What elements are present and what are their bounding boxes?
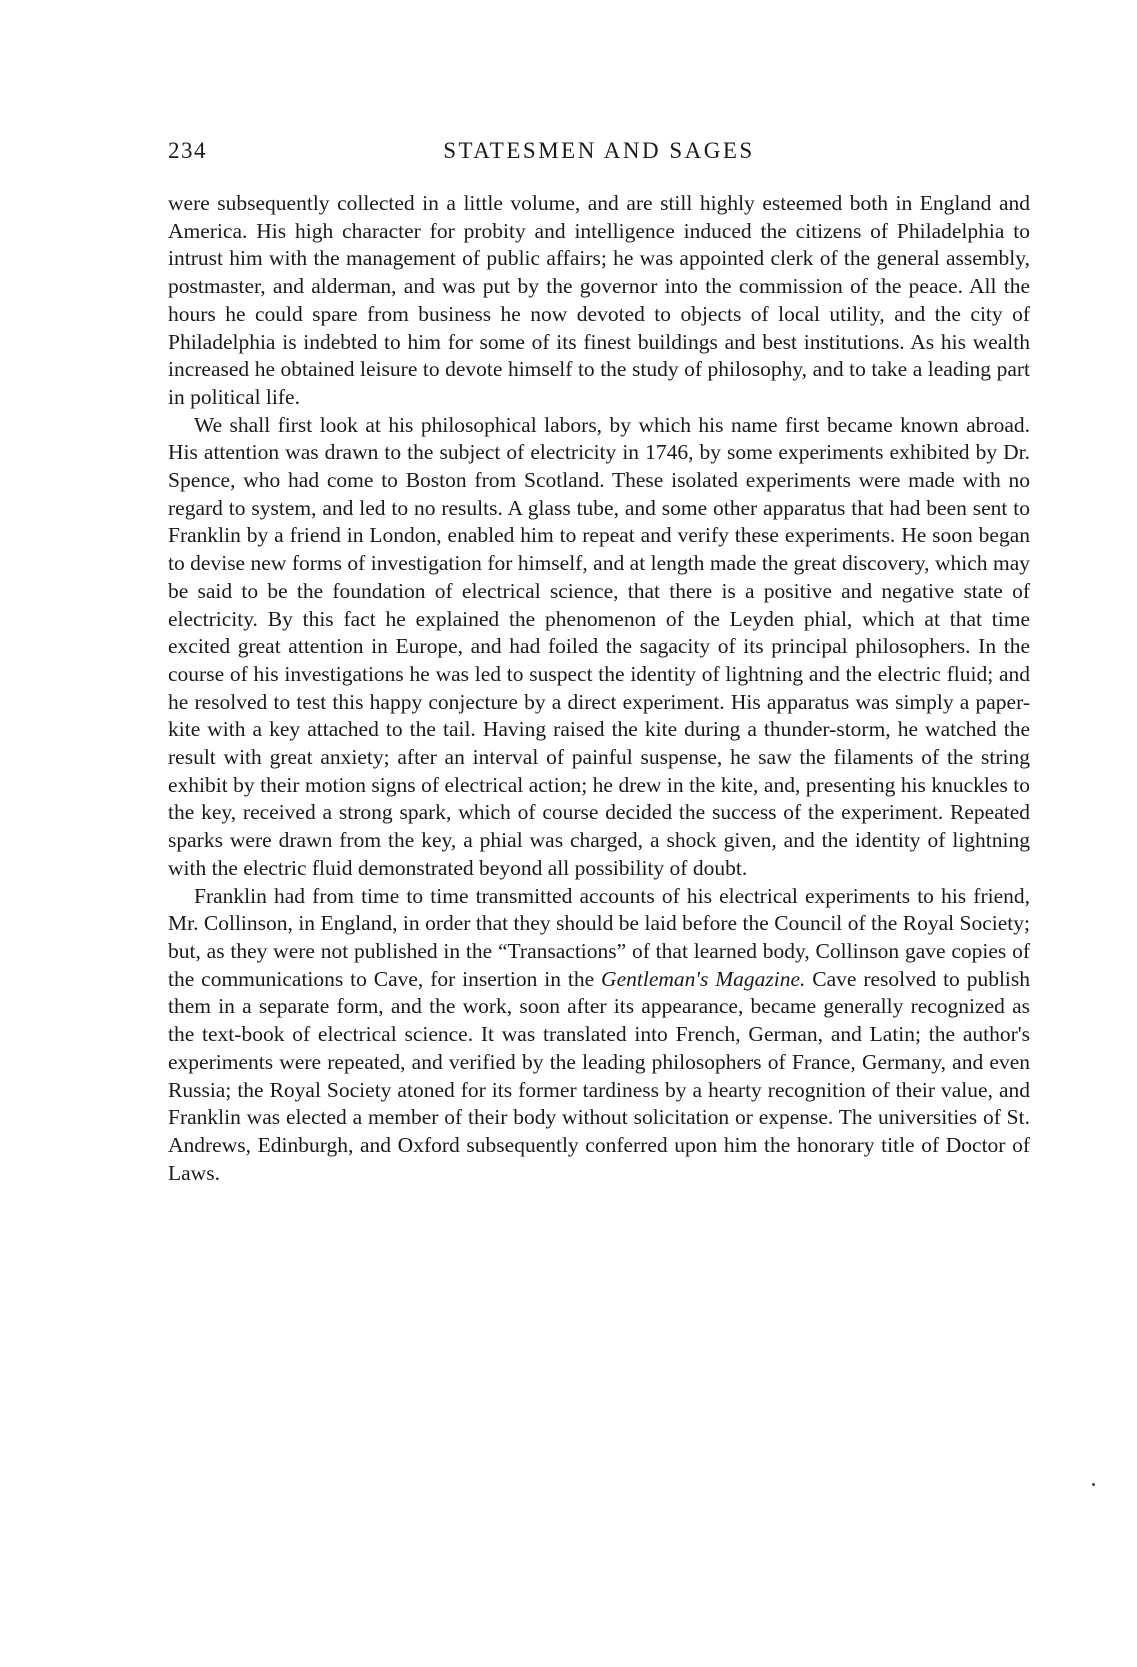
- running-head: [168, 138, 1030, 172]
- running-title: STATESMEN AND SAGES: [443, 138, 755, 163]
- paragraph-philosophical-labors: We shall first look at his philosophical labors, by which his name first became known abroad. His attention was drawn to the subject of electricity in 1746, by some experiments exhibited by Dr. Spence, who had come to Boston from Scotland. These isolated experiments were made with no regard to system, and led to no results. A glass tube, and some other apparatus that had been sent to Franklin by a friend in London, enabled him to repeat and verify these experiments. He soon began to devise new forms of investigation for himself, and at length made the great discovery, which may be said to be the foundation of electrical science, that there is a positive and negative state of electricity. By this fact he explained the phenomenon of the Leyden phial, which at that time excited great attention in Europe, and had foiled the sagacity of its principal philosophers. In the course of his investigations he was led to suspect the identity of lightning and the electric fluid; and he resolved to test this happy conjecture by a direct experiment. His apparatus was simply a paper-kite with a key attached to the tail. Having raised the kite during a thunder-storm, he watched the result with great anxiety; after an interval of painful suspense, he saw the filaments of the string exhibit by their motion signs of electrical action; he drew in the kite, and, presenting his knuckles to the key, received a strong spark, which of course decided the success of the experiment. Repeated sparks were drawn from the key, a phial was charged, a shock given, and the identity of lightning with the electric fluid demonstrated beyond all possibility of doubt.: [168, 412, 1030, 880]
- paragraph-text-part-1: Franklin had from time to time transmitted accounts of his electrical experiments to his friend, Mr. Collinson, in England, in order that they should be laid before the Council of the Royal Society; but, as they were not published in the “Transactions” of that learned body, Collinson gave copies of the communications to Cave, for insertion in the: [168, 883, 1030, 991]
- paragraph-continued: were subsequently collected in a little volume, and are still highly esteemed both in England and America. His high character for probity and intelligence induced the citizens of Philadelphia to intrust him with the management of public affairs; he was appointed clerk of the general assembly, postmaster, and alderman, and was put by the governor into the commission of the peace. All the hours he could spare from business he now devoted to objects of local utility, and the city of Philadelphia is indebted to him for some of its finest buildings and best institutions. As his wealth increased he obtained leisure to devote himself to the study of philosophy, and to take a leading part in political life.: [168, 191, 1030, 409]
- stray-dot: [1092, 1483, 1095, 1486]
- page-number: 234: [168, 138, 207, 163]
- body-text: [168, 190, 1030, 1187]
- paragraph-electrical-experiments: [168, 883, 1030, 1188]
- paragraph-text-part-2: Cave resolved to publish them in a separate form, and the work, soon after its appearance, became generally recognized as the text-book of electrical science. It was translated into French, German, and Latin; the author's experiments were repeated, and verified by the leading philosophers of France, Germany, and even Russia; the Royal Society atoned for its former tardiness by a hearty recognition of their value, and Franklin was elected a member of their body without solicitation or expense. The universities of St. Andrews, Edinburgh, and Oxford subsequently conferred upon him the honorary title of Doctor of Laws.: [168, 966, 1031, 1185]
- magazine-title: Gentleman's Magazine.: [601, 966, 806, 991]
